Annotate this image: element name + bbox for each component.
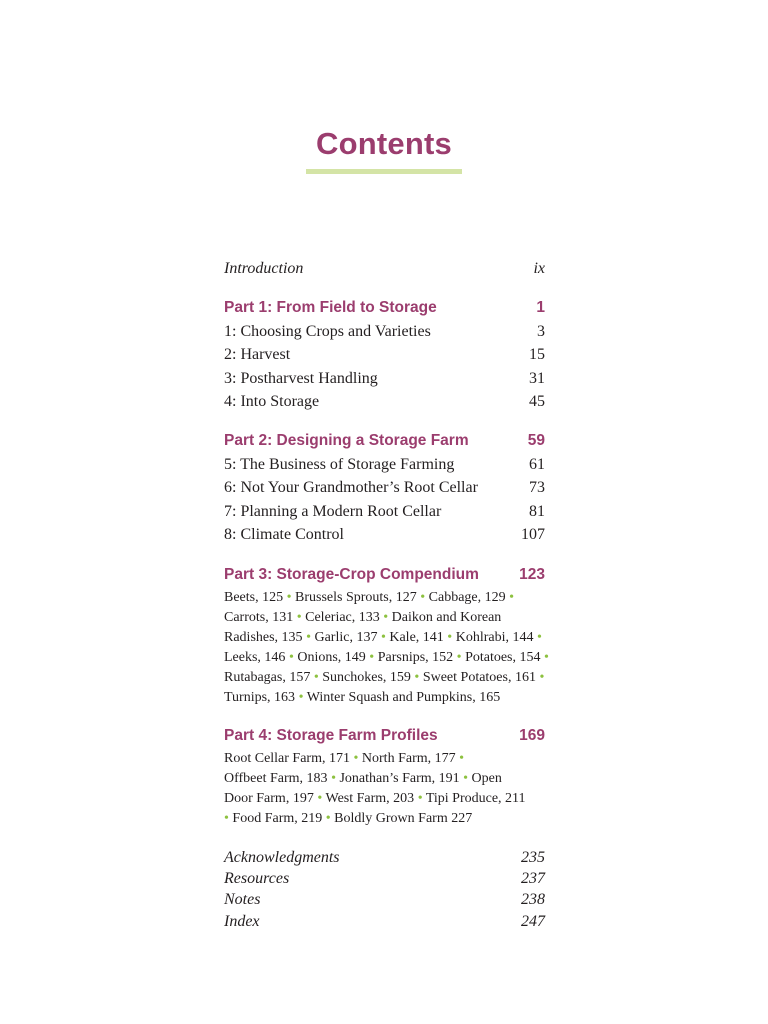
list-item[interactable]: West Farm, 203 xyxy=(325,791,415,806)
list-line xyxy=(224,608,545,628)
entry-label: 6: Not Your Grandmother’s Root Cellar xyxy=(224,479,478,496)
toc-entry-chapter-8[interactable] xyxy=(224,524,545,546)
entry-label: 2: Harvest xyxy=(224,346,291,363)
entry-label: 4: Into Storage xyxy=(224,393,320,410)
entry-label: Notes xyxy=(224,891,261,908)
part-page: 169 xyxy=(519,727,545,744)
toc-entry-acknowledgments[interactable] xyxy=(224,847,545,869)
bullet-separator: • xyxy=(377,630,390,645)
list-line xyxy=(224,769,545,789)
entry-page: 15 xyxy=(529,346,545,363)
list-item[interactable]: Boldly Grown Farm 227 xyxy=(334,811,473,826)
entry-label: 5: The Business of Storage Farming xyxy=(224,456,455,473)
entry-page: 73 xyxy=(529,479,545,496)
bullet-separator: • xyxy=(302,630,315,645)
list-item[interactable]: Winter Squash and Pumpkins, 165 xyxy=(306,690,501,705)
list-item[interactable]: Tipi Produce, 211 xyxy=(425,791,526,806)
list-item[interactable]: Brussels Sprouts, 127 xyxy=(295,590,417,605)
page-title: Contents xyxy=(316,126,452,161)
toc-entry-chapter-2[interactable] xyxy=(224,344,545,366)
entry-label: 1: Choosing Crops and Varieties xyxy=(224,323,431,340)
part-2-heading[interactable] xyxy=(224,430,545,452)
entry-label: Index xyxy=(224,913,260,930)
list-line xyxy=(224,789,545,809)
bullet-separator: • xyxy=(455,751,465,766)
entry-page: 81 xyxy=(529,503,545,520)
entry-label: Introduction xyxy=(224,260,304,277)
list-item[interactable]: Door Farm, 197 xyxy=(224,791,314,806)
entry-label: 7: Planning a Modern Root Cellar xyxy=(224,503,442,520)
bullet-separator: • xyxy=(414,791,426,806)
bullet-separator: • xyxy=(295,690,307,705)
list-item[interactable]: North Farm, 177 xyxy=(361,751,456,766)
list-line xyxy=(224,588,545,608)
bullet-separator: • xyxy=(379,610,392,625)
toc-entry-chapter-6[interactable] xyxy=(224,477,545,499)
bullet-separator: • xyxy=(443,630,456,645)
list-item[interactable]: Cabbage, 129 xyxy=(428,590,506,605)
bullet-separator: • xyxy=(283,590,296,605)
part-label: Part 1: From Field to Storage xyxy=(224,299,437,316)
entry-page: 235 xyxy=(521,849,545,866)
part-page: 1 xyxy=(536,299,545,316)
bullet-separator: • xyxy=(310,670,323,685)
list-item[interactable]: Rutabagas, 157 xyxy=(224,670,311,685)
bullet-separator: • xyxy=(350,751,362,766)
list-item[interactable]: Potatoes, 154 xyxy=(465,650,541,665)
list-item[interactable]: Open xyxy=(471,771,502,786)
toc-entry-chapter-3[interactable] xyxy=(224,368,545,390)
list-item[interactable]: Daikon and Korean xyxy=(391,610,502,625)
list-item[interactable]: Garlic, 137 xyxy=(314,630,378,645)
part-page: 123 xyxy=(519,566,545,583)
part-label: Part 2: Designing a Storage Farm xyxy=(224,432,469,449)
bullet-separator: • xyxy=(224,811,233,826)
list-item[interactable]: Root Cellar Farm, 171 xyxy=(224,751,350,766)
entry-page: 31 xyxy=(529,370,545,387)
part-3-heading[interactable] xyxy=(224,564,545,586)
farm-profile-list xyxy=(224,749,545,829)
list-item[interactable]: Beets, 125 xyxy=(224,590,284,605)
bullet-separator: • xyxy=(533,630,542,645)
list-item[interactable]: Turnips, 163 xyxy=(224,690,296,705)
toc-entry-chapter-4[interactable] xyxy=(224,391,545,413)
list-item[interactable]: Jonathan’s Farm, 191 xyxy=(339,771,460,786)
bullet-separator: • xyxy=(327,771,340,786)
bullet-separator: • xyxy=(540,650,549,665)
entry-label: Resources xyxy=(224,870,290,887)
list-item[interactable]: Kale, 141 xyxy=(389,630,444,645)
entry-label: 3: Postharvest Handling xyxy=(224,370,378,387)
bullet-separator: • xyxy=(293,610,306,625)
crop-list xyxy=(224,588,549,708)
toc-entry-index[interactable] xyxy=(224,911,545,933)
entry-label: Acknowledgments xyxy=(224,849,340,866)
list-line xyxy=(224,648,549,668)
bullet-separator: • xyxy=(535,670,545,685)
entry-page: 61 xyxy=(529,456,545,473)
list-item[interactable]: Kohlrabi, 144 xyxy=(455,630,534,645)
bullet-separator: • xyxy=(285,650,298,665)
entry-page: 238 xyxy=(521,891,545,908)
list-line xyxy=(224,628,545,648)
bullet-separator: • xyxy=(410,670,423,685)
toc-entry-notes[interactable] xyxy=(224,889,545,911)
toc-entry-chapter-7[interactable] xyxy=(224,501,545,523)
part-label: Part 3: Storage-Crop Compendium xyxy=(224,566,479,583)
bullet-separator: • xyxy=(313,791,326,806)
bullet-separator: • xyxy=(505,590,515,605)
part-page: 59 xyxy=(527,432,545,449)
bullet-separator: • xyxy=(453,650,466,665)
list-line xyxy=(224,668,545,688)
list-item[interactable]: Leeks, 146 xyxy=(224,650,286,665)
list-item[interactable]: Onions, 149 xyxy=(297,650,366,665)
title-underline xyxy=(306,169,462,174)
list-item[interactable]: Radishes, 135 xyxy=(224,630,303,645)
entry-page: 45 xyxy=(529,393,545,410)
list-line xyxy=(224,809,545,829)
entry-page: 237 xyxy=(521,870,545,887)
part-label: Part 4: Storage Farm Profiles xyxy=(224,727,438,744)
entry-page: 3 xyxy=(537,323,545,340)
entry-page: 107 xyxy=(521,526,545,543)
list-item[interactable]: Sunchokes, 159 xyxy=(322,670,411,685)
toc-entry-chapter-5[interactable] xyxy=(224,454,545,476)
toc-entry-chapter-1[interactable] xyxy=(224,321,545,343)
list-item[interactable]: Food Farm, 219 xyxy=(232,811,323,826)
bullet-separator: • xyxy=(365,650,378,665)
part-4-heading[interactable] xyxy=(224,725,545,747)
list-item[interactable]: Parsnips, 152 xyxy=(377,650,454,665)
part-1-heading[interactable] xyxy=(224,297,545,319)
list-item[interactable]: Carrots, 131 xyxy=(224,610,294,625)
list-line xyxy=(224,688,545,708)
bullet-separator: • xyxy=(459,771,472,786)
entry-page: ix xyxy=(533,260,545,277)
list-line xyxy=(224,749,545,769)
list-item[interactable]: Celeriac, 133 xyxy=(305,610,380,625)
list-item[interactable]: Offbeet Farm, 183 xyxy=(224,771,328,786)
entry-page: 247 xyxy=(521,913,545,930)
bullet-separator: • xyxy=(416,590,429,605)
toc-entry-resources[interactable] xyxy=(224,868,545,890)
bullet-separator: • xyxy=(322,811,335,826)
toc-entry-introduction[interactable] xyxy=(224,258,545,280)
list-item[interactable]: Sweet Potatoes, 161 xyxy=(422,670,536,685)
entry-label: 8: Climate Control xyxy=(224,526,344,543)
